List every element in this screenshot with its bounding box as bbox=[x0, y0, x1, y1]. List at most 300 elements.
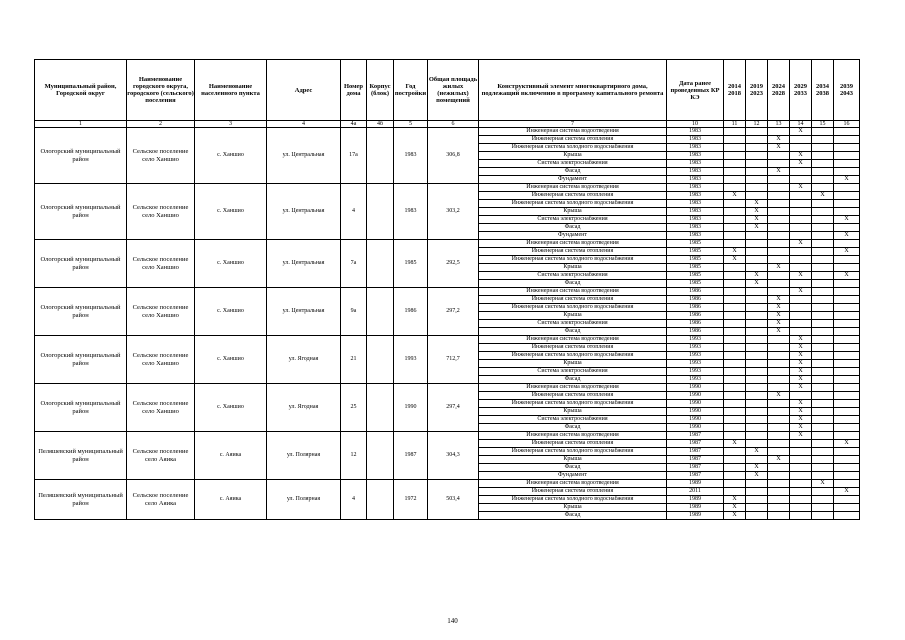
mark-2029-2033 bbox=[790, 392, 812, 400]
mark-2039-2043 bbox=[834, 152, 860, 160]
house-number-cell: 4 bbox=[341, 480, 367, 520]
mark-2034-2038 bbox=[812, 240, 834, 248]
mark-2029-2033 bbox=[790, 296, 812, 304]
previous-repair-date-cell: 1985 bbox=[667, 248, 724, 256]
header-year-built: Год постройки bbox=[394, 60, 428, 121]
mark-2019-2023 bbox=[746, 496, 768, 504]
structural-element-cell: Фундамент bbox=[479, 176, 667, 184]
mark-2019-2023: X bbox=[746, 272, 768, 280]
structural-element-cell: Крыша bbox=[479, 504, 667, 512]
house-number-cell: 17а bbox=[341, 128, 367, 184]
mark-2019-2023 bbox=[746, 264, 768, 272]
mark-2024-2028 bbox=[768, 360, 790, 368]
column-number: 6 bbox=[428, 121, 479, 128]
settlement-cell: Сельское поселение село Ханшио bbox=[127, 288, 195, 336]
column-number: 10 bbox=[667, 121, 724, 128]
previous-repair-date-cell: 1986 bbox=[667, 328, 724, 336]
mark-2029-2033: X bbox=[790, 152, 812, 160]
block-cell bbox=[367, 184, 394, 240]
mark-2019-2023 bbox=[746, 440, 768, 448]
structural-element-cell: Система электроснабжения bbox=[479, 216, 667, 224]
capital-repair-table bbox=[34, 59, 860, 520]
mark-2039-2043 bbox=[834, 296, 860, 304]
column-number: 13 bbox=[768, 121, 790, 128]
mark-2014-2018 bbox=[724, 232, 746, 240]
mark-2019-2023 bbox=[746, 360, 768, 368]
mark-2014-2018: X bbox=[724, 248, 746, 256]
street-cell: ул. Центральная bbox=[267, 128, 341, 184]
column-number: 4а bbox=[341, 121, 367, 128]
previous-repair-date-cell: 1987 bbox=[667, 432, 724, 440]
mark-2039-2043 bbox=[834, 504, 860, 512]
mark-2024-2028 bbox=[768, 344, 790, 352]
mark-2029-2033 bbox=[790, 480, 812, 488]
previous-repair-date-cell: 1983 bbox=[667, 200, 724, 208]
mark-2024-2028: X bbox=[768, 168, 790, 176]
mark-2029-2033: X bbox=[790, 384, 812, 392]
register-sheet bbox=[34, 59, 859, 520]
year-built-cell: 1972 bbox=[394, 480, 428, 520]
street-cell: ул. Полярная bbox=[267, 480, 341, 520]
mark-2024-2028 bbox=[768, 464, 790, 472]
mark-2014-2018 bbox=[724, 344, 746, 352]
column-number: 4б bbox=[367, 121, 394, 128]
mark-2029-2033 bbox=[790, 136, 812, 144]
house-number-cell: 7а bbox=[341, 240, 367, 288]
district-cell: Пеляшевский муниципальный район bbox=[35, 480, 127, 520]
block-cell bbox=[367, 240, 394, 288]
mark-2014-2018 bbox=[724, 328, 746, 336]
mark-2034-2038 bbox=[812, 296, 834, 304]
total-area-cell: 503,4 bbox=[428, 480, 479, 520]
mark-2014-2018 bbox=[724, 160, 746, 168]
mark-2024-2028 bbox=[768, 232, 790, 240]
mark-2019-2023 bbox=[746, 368, 768, 376]
previous-repair-date-cell: 1993 bbox=[667, 376, 724, 384]
mark-2019-2023 bbox=[746, 160, 768, 168]
mark-2034-2038 bbox=[812, 136, 834, 144]
mark-2014-2018: X bbox=[724, 192, 746, 200]
mark-2034-2038 bbox=[812, 304, 834, 312]
table-row bbox=[35, 128, 860, 136]
mark-2029-2033: X bbox=[790, 184, 812, 192]
structural-element-cell: Система электроснабжения bbox=[479, 416, 667, 424]
mark-2034-2038 bbox=[812, 512, 834, 520]
mark-2034-2038 bbox=[812, 320, 834, 328]
mark-2034-2038 bbox=[812, 224, 834, 232]
mark-2019-2023 bbox=[746, 352, 768, 360]
previous-repair-date-cell: 1990 bbox=[667, 400, 724, 408]
structural-element-cell: Инженерная система водоотведения bbox=[479, 480, 667, 488]
header-block: Корпус (блок) bbox=[367, 60, 394, 121]
mark-2029-2033 bbox=[790, 472, 812, 480]
street-cell: ул. Центральная bbox=[267, 288, 341, 336]
previous-repair-date-cell: 1989 bbox=[667, 496, 724, 504]
structural-element-cell: Фасад bbox=[479, 224, 667, 232]
mark-2039-2043 bbox=[834, 240, 860, 248]
settlement-cell: Сельское поселение село Ханшио bbox=[127, 240, 195, 288]
structural-element-cell: Фундамент bbox=[479, 232, 667, 240]
structural-element-cell: Крыша bbox=[479, 264, 667, 272]
mark-2029-2033 bbox=[790, 256, 812, 264]
header-period-2029-2033: 2029 2033 bbox=[790, 60, 812, 121]
settlement-cell: Сельское поселение село Ханшио bbox=[127, 384, 195, 432]
column-number: 16 bbox=[834, 121, 860, 128]
column-number: 7 bbox=[479, 121, 667, 128]
mark-2019-2023 bbox=[746, 256, 768, 264]
structural-element-cell: Фасад bbox=[479, 280, 667, 288]
column-number: 11 bbox=[724, 121, 746, 128]
structural-element-cell: Крыша bbox=[479, 208, 667, 216]
structural-element-cell: Инженерная система холодного водоснабжения bbox=[479, 200, 667, 208]
structural-element-cell: Фасад bbox=[479, 328, 667, 336]
table-row bbox=[35, 432, 860, 440]
previous-repair-date-cell: 1983 bbox=[667, 232, 724, 240]
total-area-cell: 304,3 bbox=[428, 432, 479, 480]
mark-2034-2038 bbox=[812, 176, 834, 184]
header-address: Адрес bbox=[267, 60, 341, 121]
mark-2014-2018 bbox=[724, 224, 746, 232]
mark-2034-2038 bbox=[812, 168, 834, 176]
mark-2039-2043 bbox=[834, 304, 860, 312]
previous-repair-date-cell: 1983 bbox=[667, 216, 724, 224]
mark-2014-2018 bbox=[724, 128, 746, 136]
mark-2024-2028 bbox=[768, 248, 790, 256]
district-cell: Ологорский муниципальный район bbox=[35, 336, 127, 384]
mark-2039-2043 bbox=[834, 384, 860, 392]
mark-2024-2028: X bbox=[768, 264, 790, 272]
structural-element-cell: Фасад bbox=[479, 376, 667, 384]
mark-2019-2023 bbox=[746, 288, 768, 296]
mark-2029-2033 bbox=[790, 488, 812, 496]
mark-2019-2023 bbox=[746, 400, 768, 408]
mark-2024-2028 bbox=[768, 224, 790, 232]
mark-2014-2018 bbox=[724, 184, 746, 192]
column-number: 14 bbox=[790, 121, 812, 128]
block-cell bbox=[367, 128, 394, 184]
mark-2034-2038 bbox=[812, 488, 834, 496]
mark-2029-2033 bbox=[790, 304, 812, 312]
previous-repair-date-cell: 1983 bbox=[667, 224, 724, 232]
structural-element-cell: Инженерная система отопления bbox=[479, 136, 667, 144]
mark-2039-2043 bbox=[834, 128, 860, 136]
house-number-cell: 21 bbox=[341, 336, 367, 384]
mark-2034-2038 bbox=[812, 208, 834, 216]
mark-2039-2043 bbox=[834, 336, 860, 344]
column-number: 12 bbox=[746, 121, 768, 128]
mark-2029-2033 bbox=[790, 176, 812, 184]
mark-2029-2033 bbox=[790, 448, 812, 456]
structural-element-cell: Инженерная система водоотведения bbox=[479, 128, 667, 136]
mark-2034-2038 bbox=[812, 288, 834, 296]
structural-element-cell: Крыша bbox=[479, 312, 667, 320]
mark-2019-2023 bbox=[746, 128, 768, 136]
mark-2019-2023 bbox=[746, 408, 768, 416]
year-built-cell: 1993 bbox=[394, 336, 428, 384]
mark-2014-2018 bbox=[724, 392, 746, 400]
mark-2019-2023 bbox=[746, 488, 768, 496]
mark-2024-2028: X bbox=[768, 320, 790, 328]
mark-2024-2028 bbox=[768, 512, 790, 520]
mark-2024-2028 bbox=[768, 208, 790, 216]
mark-2024-2028 bbox=[768, 176, 790, 184]
mark-2024-2028 bbox=[768, 416, 790, 424]
previous-repair-date-cell: 1985 bbox=[667, 272, 724, 280]
previous-repair-date-cell: 1987 bbox=[667, 448, 724, 456]
mark-2024-2028 bbox=[768, 488, 790, 496]
mark-2039-2043 bbox=[834, 512, 860, 520]
mark-2029-2033 bbox=[790, 264, 812, 272]
mark-2039-2043 bbox=[834, 416, 860, 424]
table-row bbox=[35, 480, 860, 488]
mark-2034-2038 bbox=[812, 360, 834, 368]
mark-2029-2033 bbox=[790, 328, 812, 336]
total-area-cell: 712,7 bbox=[428, 336, 479, 384]
mark-2029-2033: X bbox=[790, 408, 812, 416]
mark-2014-2018 bbox=[724, 176, 746, 184]
mark-2039-2043 bbox=[834, 360, 860, 368]
mark-2014-2018 bbox=[724, 456, 746, 464]
mark-2024-2028 bbox=[768, 424, 790, 432]
mark-2039-2043: X bbox=[834, 232, 860, 240]
structural-element-cell: Инженерная система водоотведения bbox=[479, 288, 667, 296]
mark-2039-2043 bbox=[834, 376, 860, 384]
mark-2019-2023 bbox=[746, 184, 768, 192]
mark-2024-2028 bbox=[768, 336, 790, 344]
previous-repair-date-cell: 1983 bbox=[667, 152, 724, 160]
previous-repair-date-cell: 1989 bbox=[667, 480, 724, 488]
mark-2024-2028 bbox=[768, 352, 790, 360]
mark-2039-2043 bbox=[834, 264, 860, 272]
structural-element-cell: Фундамент bbox=[479, 472, 667, 480]
mark-2014-2018 bbox=[724, 168, 746, 176]
mark-2029-2033: X bbox=[790, 160, 812, 168]
mark-2014-2018 bbox=[724, 264, 746, 272]
locality-cell: с. Аяика bbox=[195, 480, 267, 520]
mark-2014-2018 bbox=[724, 424, 746, 432]
total-area-cell: 306,8 bbox=[428, 128, 479, 184]
mark-2034-2038 bbox=[812, 368, 834, 376]
mark-2029-2033 bbox=[790, 280, 812, 288]
mark-2039-2043 bbox=[834, 424, 860, 432]
mark-2019-2023 bbox=[746, 320, 768, 328]
previous-repair-date-cell: 1989 bbox=[667, 512, 724, 520]
locality-cell: с. Ханшио bbox=[195, 240, 267, 288]
mark-2019-2023: X bbox=[746, 208, 768, 216]
block-cell bbox=[367, 480, 394, 520]
mark-2014-2018 bbox=[724, 152, 746, 160]
structural-element-cell: Система электроснабжения bbox=[479, 368, 667, 376]
structural-element-cell: Инженерная система водоотведения bbox=[479, 240, 667, 248]
structural-element-cell: Инженерная система отопления bbox=[479, 248, 667, 256]
mark-2019-2023 bbox=[746, 504, 768, 512]
header-settlement: Наименование городского округа, городского (сельского) поселения bbox=[127, 60, 195, 121]
table-body bbox=[35, 128, 860, 520]
mark-2014-2018: X bbox=[724, 504, 746, 512]
mark-2019-2023 bbox=[746, 512, 768, 520]
header-period-2024-2028: 2024 2028 bbox=[768, 60, 790, 121]
mark-2039-2043 bbox=[834, 192, 860, 200]
mark-2039-2043: X bbox=[834, 176, 860, 184]
mark-2039-2043 bbox=[834, 144, 860, 152]
mark-2034-2038 bbox=[812, 232, 834, 240]
mark-2024-2028 bbox=[768, 432, 790, 440]
mark-2024-2028 bbox=[768, 504, 790, 512]
settlement-cell: Сельское поселение село Ханшио bbox=[127, 184, 195, 240]
previous-repair-date-cell: 1986 bbox=[667, 304, 724, 312]
mark-2029-2033: X bbox=[790, 272, 812, 280]
mark-2039-2043 bbox=[834, 184, 860, 192]
mark-2024-2028 bbox=[768, 280, 790, 288]
district-cell: Ологорский муниципальный район bbox=[35, 240, 127, 288]
mark-2014-2018 bbox=[724, 200, 746, 208]
mark-2014-2018 bbox=[724, 272, 746, 280]
previous-repair-date-cell: 1983 bbox=[667, 208, 724, 216]
mark-2039-2043 bbox=[834, 352, 860, 360]
mark-2029-2033: X bbox=[790, 288, 812, 296]
mark-2034-2038 bbox=[812, 408, 834, 416]
mark-2034-2038 bbox=[812, 336, 834, 344]
mark-2034-2038 bbox=[812, 432, 834, 440]
mark-2034-2038 bbox=[812, 200, 834, 208]
mark-2039-2043: X bbox=[834, 488, 860, 496]
table-row bbox=[35, 384, 860, 392]
mark-2039-2043 bbox=[834, 280, 860, 288]
mark-2039-2043 bbox=[834, 344, 860, 352]
mark-2014-2018 bbox=[724, 368, 746, 376]
mark-2019-2023: X bbox=[746, 448, 768, 456]
mark-2039-2043 bbox=[834, 168, 860, 176]
previous-repair-date-cell: 1986 bbox=[667, 288, 724, 296]
mark-2034-2038 bbox=[812, 384, 834, 392]
mark-2024-2028 bbox=[768, 152, 790, 160]
mark-2019-2023 bbox=[746, 152, 768, 160]
mark-2019-2023 bbox=[746, 136, 768, 144]
previous-repair-date-cell: 1989 bbox=[667, 504, 724, 512]
structural-element-cell: Инженерная система холодного водоснабжения bbox=[479, 496, 667, 504]
mark-2029-2033: X bbox=[790, 352, 812, 360]
mark-2029-2033 bbox=[790, 496, 812, 504]
structural-element-cell: Инженерная система отопления bbox=[479, 392, 667, 400]
block-cell bbox=[367, 432, 394, 480]
mark-2034-2038 bbox=[812, 472, 834, 480]
mark-2029-2033 bbox=[790, 224, 812, 232]
mark-2014-2018 bbox=[724, 384, 746, 392]
structural-element-cell: Инженерная система холодного водоснабжения bbox=[479, 448, 667, 456]
mark-2024-2028 bbox=[768, 448, 790, 456]
street-cell: ул. Центральная bbox=[267, 184, 341, 240]
mark-2039-2043 bbox=[834, 456, 860, 464]
structural-element-cell: Фасад bbox=[479, 168, 667, 176]
mark-2034-2038 bbox=[812, 256, 834, 264]
mark-2034-2038 bbox=[812, 280, 834, 288]
mark-2019-2023 bbox=[746, 376, 768, 384]
mark-2019-2023 bbox=[746, 336, 768, 344]
mark-2034-2038 bbox=[812, 312, 834, 320]
mark-2024-2028 bbox=[768, 376, 790, 384]
column-number: 2 bbox=[127, 121, 195, 128]
mark-2024-2028 bbox=[768, 256, 790, 264]
mark-2024-2028 bbox=[768, 496, 790, 504]
structural-element-cell: Крыша bbox=[479, 152, 667, 160]
mark-2014-2018 bbox=[724, 280, 746, 288]
previous-repair-date-cell: 1990 bbox=[667, 392, 724, 400]
header-period-2039-2043: 2039 2043 bbox=[834, 60, 860, 121]
total-area-cell: 297,4 bbox=[428, 384, 479, 432]
year-built-cell: 1985 bbox=[394, 240, 428, 288]
mark-2039-2043 bbox=[834, 320, 860, 328]
mark-2034-2038: X bbox=[812, 480, 834, 488]
previous-repair-date-cell: 1985 bbox=[667, 256, 724, 264]
table-row bbox=[35, 240, 860, 248]
mark-2014-2018 bbox=[724, 336, 746, 344]
mark-2014-2018 bbox=[724, 408, 746, 416]
mark-2034-2038 bbox=[812, 464, 834, 472]
mark-2019-2023: X bbox=[746, 216, 768, 224]
mark-2014-2018 bbox=[724, 144, 746, 152]
mark-2034-2038 bbox=[812, 128, 834, 136]
mark-2034-2038 bbox=[812, 344, 834, 352]
header-total-area: Общая площадь жилых (нежилых) помещений bbox=[428, 60, 479, 121]
mark-2034-2038 bbox=[812, 160, 834, 168]
street-cell: ул. Ягодная bbox=[267, 336, 341, 384]
table-row bbox=[35, 336, 860, 344]
mark-2014-2018 bbox=[724, 432, 746, 440]
previous-repair-date-cell: 1990 bbox=[667, 424, 724, 432]
mark-2024-2028 bbox=[768, 192, 790, 200]
mark-2034-2038 bbox=[812, 416, 834, 424]
mark-2029-2033 bbox=[790, 320, 812, 328]
previous-repair-date-cell: 1987 bbox=[667, 464, 724, 472]
header-period-2019-2023: 2019 2023 bbox=[746, 60, 768, 121]
mark-2019-2023 bbox=[746, 176, 768, 184]
structural-element-cell: Инженерная система отопления bbox=[479, 344, 667, 352]
column-number: 3 bbox=[195, 121, 267, 128]
locality-cell: с. Ханшио bbox=[195, 384, 267, 432]
structural-element-cell: Инженерная система отопления bbox=[479, 440, 667, 448]
mark-2029-2033 bbox=[790, 456, 812, 464]
mark-2039-2043 bbox=[834, 200, 860, 208]
mark-2019-2023 bbox=[746, 168, 768, 176]
column-number: 5 bbox=[394, 121, 428, 128]
mark-2034-2038 bbox=[812, 144, 834, 152]
mark-2034-2038 bbox=[812, 216, 834, 224]
mark-2024-2028 bbox=[768, 288, 790, 296]
previous-repair-date-cell: 1983 bbox=[667, 192, 724, 200]
mark-2029-2033: X bbox=[790, 416, 812, 424]
mark-2029-2033: X bbox=[790, 336, 812, 344]
mark-2024-2028 bbox=[768, 408, 790, 416]
previous-repair-date-cell: 1993 bbox=[667, 336, 724, 344]
mark-2034-2038 bbox=[812, 352, 834, 360]
mark-2039-2043 bbox=[834, 368, 860, 376]
structural-element-cell: Инженерная система холодного водоснабжения bbox=[479, 400, 667, 408]
mark-2019-2023: X bbox=[746, 472, 768, 480]
mark-2024-2028: X bbox=[768, 312, 790, 320]
mark-2039-2043 bbox=[834, 432, 860, 440]
total-area-cell: 292,5 bbox=[428, 240, 479, 288]
settlement-cell: Сельское поселение село Ханшио bbox=[127, 128, 195, 184]
page-number: 140 bbox=[447, 617, 458, 625]
mark-2029-2033 bbox=[790, 192, 812, 200]
mark-2034-2038 bbox=[812, 496, 834, 504]
locality-cell: с. Ханшио bbox=[195, 184, 267, 240]
mark-2029-2033 bbox=[790, 512, 812, 520]
mark-2019-2023 bbox=[746, 384, 768, 392]
mark-2019-2023 bbox=[746, 312, 768, 320]
mark-2019-2023 bbox=[746, 432, 768, 440]
previous-repair-date-cell: 1983 bbox=[667, 128, 724, 136]
